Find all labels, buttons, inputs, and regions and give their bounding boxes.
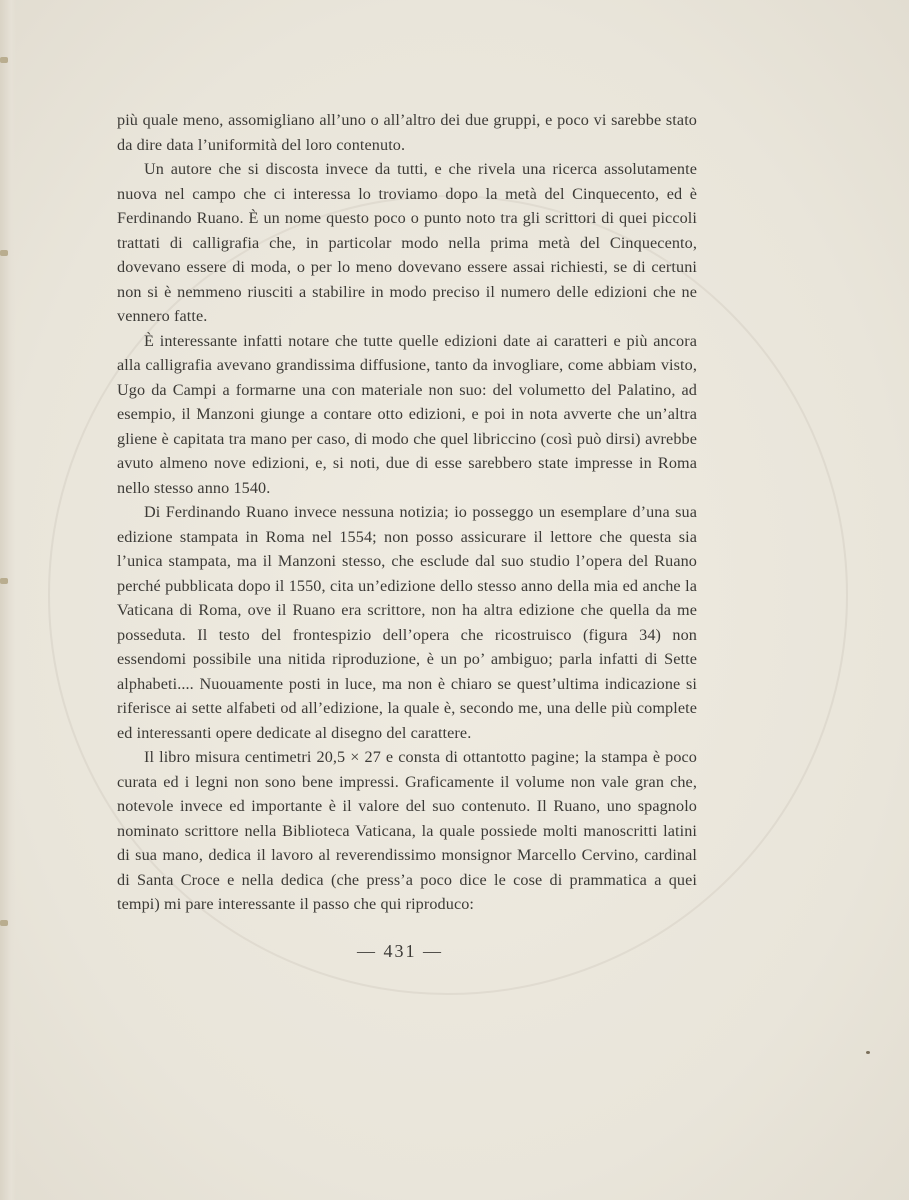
binding-stitch <box>0 250 8 256</box>
paragraph: Il libro misura centimetri 20,5 × 27 e consta di ottantotto pagine; la stampa è poco curata ed i legni non sono bene impressi. Graficamente il volume non vale gran che, notevole invece ed importante è il valore del suo contenuto. Il Ruano, uno spagnolo nominato scrittore nella Biblioteca Vaticana, la quale possiede molti manoscritti latini di sua mano, dedica il lavoro al reverendissimo monsignor Marcello Cervino, cardinal di Santa Croce e nella dedica (che press’a poco dice le cose di prammatica a quei tempi) mi pare interessante il passo che qui riproduco: <box>117 748 697 913</box>
page-number: — 431 — <box>357 941 443 961</box>
paragraph: Un autore che si discosta invece da tutti, e che rivela una ricerca assolutamente nuova nel campo che ci interessa lo troviamo dopo la metà del Cinquecento, ed è Ferdinando Ruano. È un nome questo poco o punto noto tra gli scrittori di quei piccoli trattati di calligrafia che, in particolar modo nella prima metà del Cinquecento, dovevano essere di moda, o per lo meno dovevano essere assai richiesti, se di certuni non si è nemmeno riusciti a stabilire in modo preciso il numero delle edizioni che ne vennero fatte. <box>117 160 697 325</box>
binding-edge <box>0 0 16 1200</box>
paper-speck <box>866 1051 870 1054</box>
binding-stitch <box>0 578 8 584</box>
binding-stitch <box>0 57 8 63</box>
paragraph-continued: più quale meno, assomigliano all’uno o all’altro dei due gruppi, e poco vi sarebbe stato da dire data l’uniformità del loro contenuto. <box>117 111 697 154</box>
paragraph: Di Ferdinando Ruano invece nessuna notizia; io posseggo un esemplare d’una sua edizione stampata in Roma nel 1554; non posso assicurare il lettore che questa sia l’unica stampata, ma il Manzoni stesso, che esclude dal suo studio l’opera del Ruano perché pubblicata dopo il 1550, cita un’edizione dello stesso anno della mia ed anche la Vaticana di Roma, ove il Ruano era scrittore, non ha altra edizione che quella da me posseduta. Il testo del frontespizio dell’opera che ricostruisco (figura 34) non essendomi possibile una nitida riproduzione, è un po’ ambiguo; parla infatti di Sette alphabeti.... Nuouamente posti in luce, ma non è chiaro se quest’ultima indicazione si riferisce ai sette alfabeti od all’edizione, la quale è, secondo me, una delle più complete ed interessanti opere dedicate al disegno del carattere. <box>117 503 697 742</box>
body-text <box>117 108 697 917</box>
binding-stitch <box>0 920 8 926</box>
paragraph: È interessante infatti notare che tutte quelle edizioni date ai caratteri e più ancora alla calligrafia avevano grandissima diffusione, tanto da invogliare, come abbiam visto, Ugo da Campi a formarne una con materiale non suo: del volumetto del Palatino, ad esempio, il Manzoni giunge a contare otto edizioni, e poi in nota avverte che un’altra gliene è capitata tra mano per caso, di modo che quel libriccino (così può dirsi) avrebbe avuto almeno nove edizioni, e, si noti, due di esse sarebbero state impresse in Roma nello stesso anno 1540. <box>117 331 697 497</box>
